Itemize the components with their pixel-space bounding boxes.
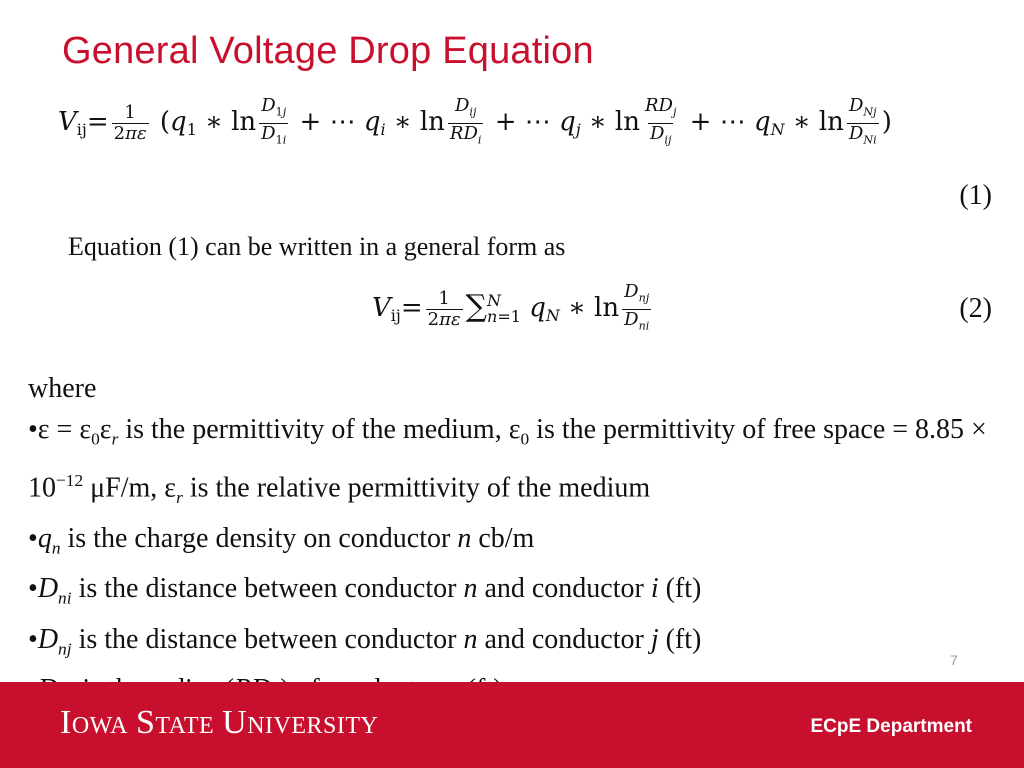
- intro-text: Equation (1) can be written in a general form as: [68, 232, 566, 261]
- university-logo: IOWA STATE UNIVERSITY: [60, 704, 379, 741]
- equation-1-number: (1): [959, 180, 992, 211]
- footer-bar: [0, 682, 1024, 768]
- bullet-epsilon: •ε = $\varepsilon_0\varepsilon_r$ is the permittivity of the medium, $\varepsilon_0$ is the permittivity of free space = $8.85 \times 10^{-12}$ μF/m, $\varepsilon_r$ is the relative permittivity of the medium: [28, 414, 987, 507]
- definitions: [28, 368, 1008, 720]
- department-label: ECpE Department: [810, 716, 972, 737]
- equation-1: $V_{ij}=$ $\frac{1}{2\pi\varepsilon}$ ($q_1$ ∗ ln $\frac{D_{1j}}{D_{1i}}$ + ⋯ $q_i$ ∗ ln $\frac{D_{ij}}{RD_i}$ + ⋯ $q_j$ ∗ ln $\frac{RD_j}{D_{ij}}$ + ⋯ $q_N$ ∗ ln $\frac{D_{Nj}}{D_{Ni}}$ ): [58, 96, 892, 150]
- bullet-qn: $•q_n$ is the charge density on conductor n cb/m: [28, 522, 535, 558]
- slide-title: General Voltage Drop Equation: [62, 30, 594, 72]
- where-label: where: [28, 373, 97, 404]
- equation-2-number: (2): [959, 293, 992, 324]
- bullet-dni: $•D_{ni}$ is the distance between conductor n and conductor i (ft): [28, 573, 702, 608]
- slide-number: 7: [950, 652, 958, 668]
- equation-2: $V_{ij}=$ $\frac{1}{2\pi\varepsilon}$ ∑ N n=1 $q_N$ ∗ ln $\frac{D_{nj}}{D_{ni}}$: [372, 282, 654, 336]
- bullet-dnj: $•D_{nj}$ is the distance between conductor n and conductor j (ft): [28, 623, 702, 659]
